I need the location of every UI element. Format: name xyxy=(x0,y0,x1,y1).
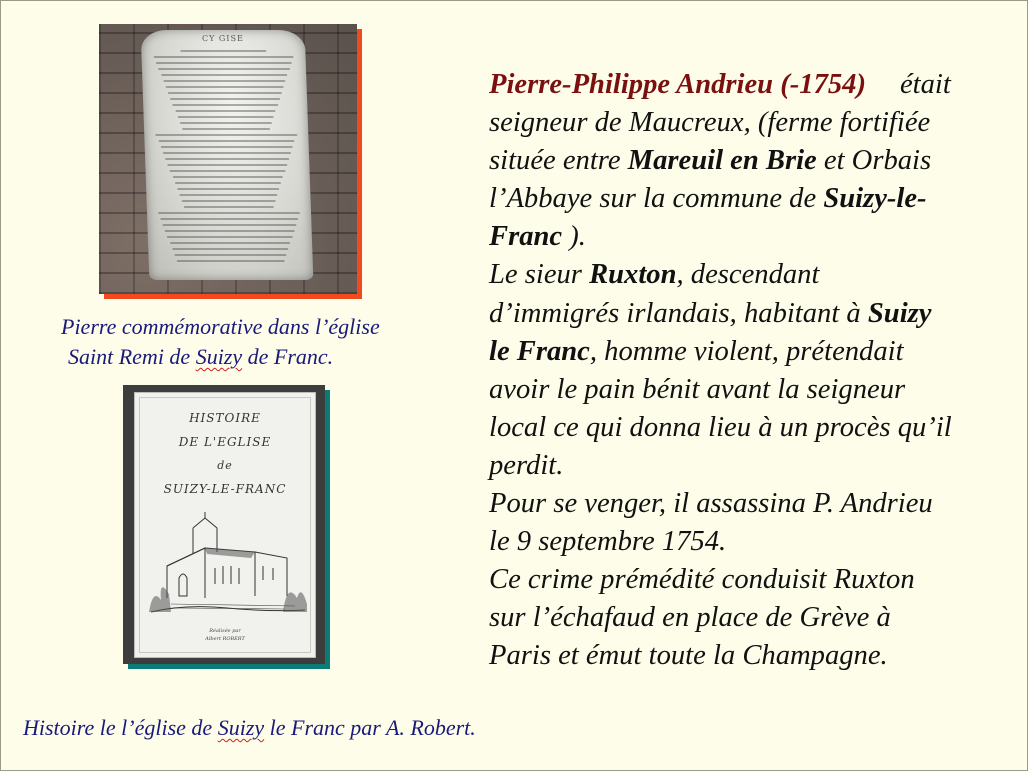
book-title-line2: DE L'EGLISE xyxy=(178,435,272,449)
church-drawing-illustration xyxy=(145,508,309,618)
stone-engraved-line xyxy=(161,74,288,76)
stone-heading: CY GISE xyxy=(201,34,244,43)
book-author-line1: Réalisée par xyxy=(209,628,241,634)
caption-book xyxy=(23,713,723,743)
text-segment: ). xyxy=(562,221,586,253)
text-line-7 xyxy=(489,295,1019,333)
book-title-line4: SUIZY-LE-FRANC xyxy=(163,482,287,496)
stone-engraved-line xyxy=(177,188,279,190)
text-segment: était xyxy=(899,69,951,100)
text-line-6 xyxy=(489,256,1019,294)
stone-engraved-line xyxy=(163,152,291,154)
stone-engraved-line xyxy=(172,176,283,178)
caption-stone-text: Saint Remi de xyxy=(68,344,196,369)
book-title-line3: de xyxy=(217,459,233,472)
stone-engraved-line xyxy=(170,98,280,100)
text-segment: , descendant xyxy=(676,259,820,291)
book-author-line2: Albert ROBERT xyxy=(205,636,245,642)
spellcheck-word-suizy-2: Suizy xyxy=(217,715,265,740)
text-line-15: sur l’échafaud en place de Grève à xyxy=(489,602,891,634)
stone-engraved-line xyxy=(168,164,288,166)
text-line-9: avoir le pain bénit avant la seigneur xyxy=(489,373,906,405)
stone-engraved-line xyxy=(160,218,298,220)
bold-place-mareuil: Mareuil en Brie xyxy=(627,145,817,177)
text-line-2: seigneur de Maucreux, (ferme fortifiée xyxy=(489,107,931,139)
book-cover-photo xyxy=(123,385,325,664)
bold-place-suizy-2: Suizy xyxy=(867,297,932,329)
text-segment: Le sieur xyxy=(489,259,590,291)
caption-book-text-end: le Franc par A. Robert. xyxy=(264,715,476,740)
bold-place-suizy: Suizy-le- xyxy=(823,183,927,215)
stone-engraved-line xyxy=(170,170,285,172)
book-title-line1: HISTOIRE xyxy=(189,411,261,425)
memorial-stone-photo xyxy=(99,24,357,294)
text-line-12: Pour se venger, il assassina P. Andrieu xyxy=(489,488,933,520)
stone-engraved-line xyxy=(173,104,278,106)
memorial-stone xyxy=(141,30,314,280)
stone-engraved-line xyxy=(182,128,270,130)
stone-engraved-line xyxy=(154,56,294,58)
stone-engraved-line xyxy=(158,140,295,142)
caption-stone-line2 xyxy=(61,342,461,372)
text-line-3 xyxy=(489,142,1019,180)
spellcheck-word-suizy: Suizy xyxy=(195,344,243,369)
bold-name-ruxton: Ruxton xyxy=(589,259,677,291)
stone-engraved-line xyxy=(163,80,285,82)
stone-engraved-line xyxy=(165,230,295,232)
text-line-5 xyxy=(489,218,1019,256)
stone-engraved-line xyxy=(156,134,297,136)
stone-engraved-line xyxy=(184,206,273,208)
stone-engraved-line xyxy=(175,182,282,184)
text-segment: d’immigrés irlandais, habitant à xyxy=(489,297,868,329)
stone-engraved-line xyxy=(167,236,292,238)
text-line-1 xyxy=(489,66,1019,104)
stone-engraved-line xyxy=(165,158,289,160)
stone-engraved-line xyxy=(180,122,272,124)
main-text-block xyxy=(489,66,1019,676)
caption-stone-text-end: de Franc. xyxy=(242,344,334,369)
text-line-13: le 9 septembre 1754. xyxy=(489,526,727,558)
caption-stone-line1: Pierre commémorative dans l’église xyxy=(61,314,380,339)
stone-engraved-text xyxy=(151,50,303,266)
bold-place-franc: Franc xyxy=(489,221,563,253)
stone-engraved-line xyxy=(174,254,286,256)
caption-book-text: Histoire le l’église de xyxy=(23,715,218,740)
stone-engraved-line xyxy=(182,200,276,202)
text-line-8 xyxy=(489,333,1019,371)
stone-engraved-line xyxy=(177,116,274,118)
stone-engraved-line xyxy=(175,110,276,112)
stone-engraved-line xyxy=(168,92,282,94)
stone-engraved-line xyxy=(179,194,277,196)
stone-engraved-line xyxy=(158,68,289,70)
text-line-16: Paris et émut toute la Champagne. xyxy=(489,640,888,672)
text-line-11: perdit. xyxy=(489,449,564,481)
text-line-4 xyxy=(489,180,1019,218)
text-segment: , homme violent, prétendait xyxy=(589,335,904,367)
stone-engraved-line xyxy=(170,242,291,244)
text-segment: l’Abbaye sur la commune de xyxy=(489,183,824,215)
bold-place-le-franc: le Franc xyxy=(489,335,590,367)
stone-engraved-line xyxy=(160,146,293,148)
stone-engraved-line xyxy=(177,260,285,262)
stone-engraved-line xyxy=(162,224,296,226)
caption-memorial-stone xyxy=(61,312,461,372)
stone-engraved-line xyxy=(166,86,284,88)
text-segment: située entre xyxy=(489,145,628,177)
name-heading: Pierre-Philippe Andrieu (-1754) xyxy=(489,69,866,100)
text-line-10: local ce qui donna lieu à un procès qu’il xyxy=(489,411,952,443)
book-cover xyxy=(134,392,316,658)
stone-engraved-line xyxy=(158,212,301,214)
text-line-14: Ce crime prémédité conduisit Ruxton xyxy=(489,564,915,596)
stone-engraved-line xyxy=(172,248,289,250)
stone-engraved-line xyxy=(156,62,291,64)
text-segment: et Orbais xyxy=(816,145,932,177)
stone-engraved-line xyxy=(180,50,266,52)
